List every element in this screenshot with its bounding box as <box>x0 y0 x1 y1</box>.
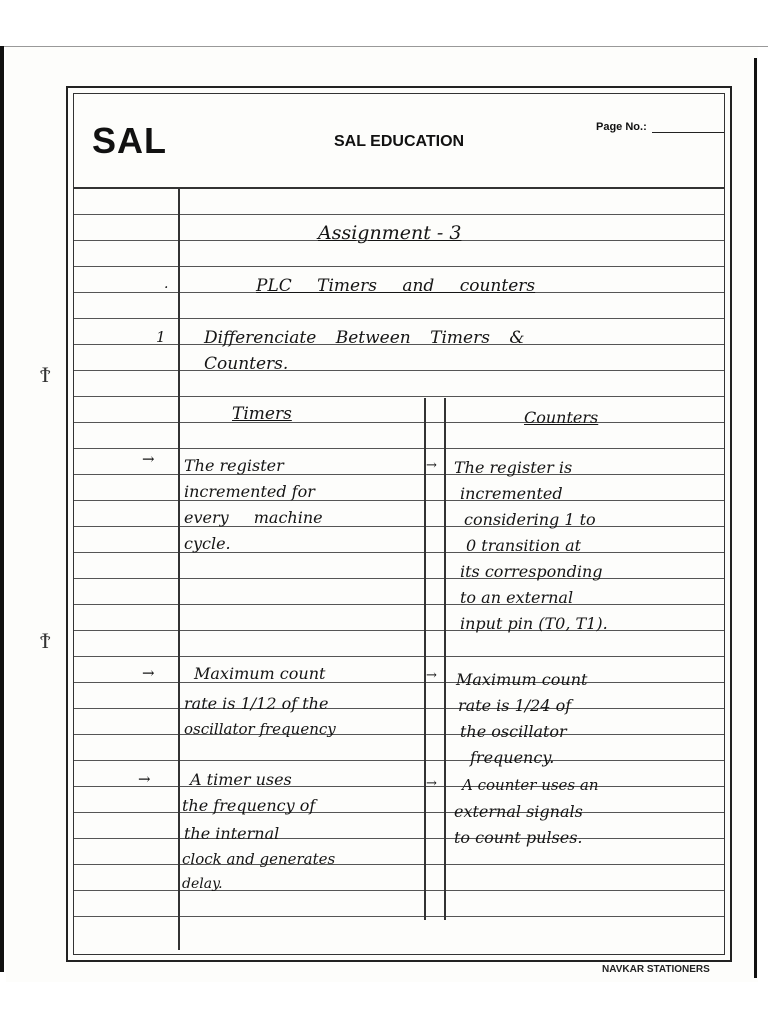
timers-text: every machine <box>184 508 323 527</box>
page-top-edge <box>0 46 768 47</box>
subtitle-bullet: . <box>164 276 169 292</box>
subtitle: PLC Timers and counters <box>256 276 536 296</box>
timers-text: rate is 1/12 of the <box>184 694 329 713</box>
page-left-edge <box>0 46 4 972</box>
page-right-edge <box>754 58 757 978</box>
counters-text: to an external <box>460 588 574 607</box>
margin-line <box>178 188 180 950</box>
counters-text: external signals <box>454 802 583 821</box>
table-divider-right <box>444 398 446 920</box>
row-marker: → <box>142 664 155 682</box>
timers-text: Maximum count <box>194 664 326 683</box>
counters-text: frequency. <box>470 748 555 767</box>
table-divider-left <box>424 398 426 920</box>
timers-text: cycle. <box>184 534 231 553</box>
timers-text: delay. <box>182 876 223 892</box>
punch-hole-mark: Ϯ <box>40 363 51 388</box>
counters-text: input pin (T0, T1). <box>460 614 608 633</box>
brand-title: SAL EDUCATION <box>334 133 465 150</box>
counters-text: the oscillator <box>460 722 567 741</box>
timers-heading: Timers <box>232 404 292 424</box>
question-number: 1 <box>156 328 166 346</box>
stationer-footer: NAVKAR STATIONERS <box>602 964 710 975</box>
timers-text: clock and generates <box>182 850 336 868</box>
row-marker: → <box>138 770 151 788</box>
question-line-1: Differenciate Between Timers & <box>204 328 525 348</box>
counters-text: rate is 1/24 of <box>458 696 572 715</box>
row-marker: → <box>142 450 155 468</box>
punch-hole-mark: Ϯ <box>40 629 51 654</box>
row-marker: → <box>426 776 437 791</box>
counters-text: A counter uses an <box>462 776 599 794</box>
page-number-label: Page No.: <box>596 121 647 133</box>
counters-text: 0 transition at <box>466 536 582 555</box>
timers-text: the internal <box>184 824 280 843</box>
counters-text: its corresponding <box>460 562 603 581</box>
counters-text: The register is <box>454 458 573 477</box>
counters-text: Maximum count <box>456 670 588 689</box>
row-marker: → <box>426 668 437 683</box>
question-line-2: Counters. <box>204 354 289 374</box>
timers-text: A timer uses <box>190 770 292 789</box>
sal-logo: SAL <box>92 120 167 161</box>
timers-text: The register <box>184 456 284 475</box>
row-marker: → <box>426 458 437 473</box>
timers-text: the frequency of <box>182 796 316 815</box>
counters-heading: Counters <box>524 408 599 427</box>
timers-text: incremented for <box>184 482 315 501</box>
counters-text: considering 1 to <box>464 510 596 529</box>
assignment-title: Assignment - 3 <box>318 222 462 244</box>
timers-text: oscillator frequency <box>184 720 336 738</box>
page-number-blank <box>652 132 724 133</box>
counters-text: to count pulses. <box>454 828 583 847</box>
counters-text: incremented <box>460 484 563 503</box>
